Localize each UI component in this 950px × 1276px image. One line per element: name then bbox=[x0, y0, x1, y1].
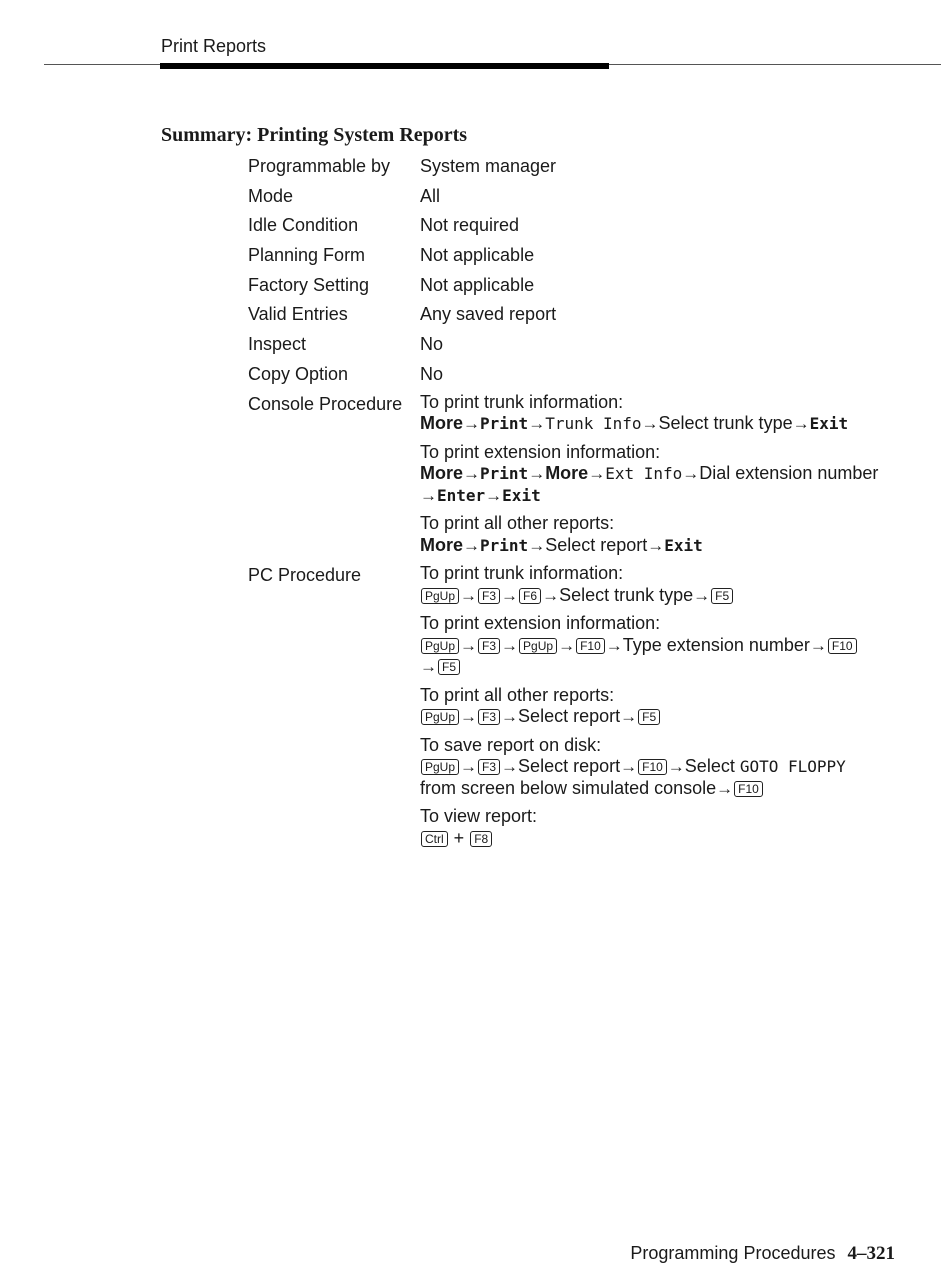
page-number: 4–321 bbox=[847, 1243, 895, 1264]
arrow-icon: → bbox=[460, 757, 478, 776]
arrow-icon: → bbox=[485, 485, 503, 505]
pc-ext-block bbox=[420, 613, 908, 678]
arrow-icon: → bbox=[528, 414, 546, 433]
running-head: Print Reports bbox=[161, 36, 267, 56]
row-mode bbox=[248, 184, 908, 214]
arrow-icon: → bbox=[542, 585, 560, 605]
step-more: More bbox=[420, 534, 464, 555]
step-print: Print bbox=[480, 464, 529, 483]
key-f10: F10 bbox=[576, 638, 605, 654]
procedure-intro: To print trunk information: bbox=[420, 391, 624, 412]
pc-save-block bbox=[420, 735, 908, 800]
step-dial: Dial extension number bbox=[699, 463, 879, 483]
console-other-block bbox=[420, 513, 908, 556]
key-f3: F3 bbox=[478, 638, 500, 654]
row-label: Copy Option bbox=[248, 363, 349, 384]
pc-other-block bbox=[420, 685, 908, 728]
key-f3: F3 bbox=[478, 759, 500, 775]
step-ext-info: Ext Info bbox=[605, 464, 683, 483]
procedure-steps-cont bbox=[420, 778, 908, 800]
arrow-icon: → bbox=[460, 585, 478, 605]
key-ctrl: Ctrl bbox=[421, 831, 448, 847]
row-label: Programmable by bbox=[248, 156, 391, 176]
step-select: Select report bbox=[545, 534, 648, 555]
row-value: No bbox=[420, 363, 444, 384]
procedure-steps bbox=[420, 706, 908, 728]
key-f5: F5 bbox=[438, 659, 460, 675]
page-footer bbox=[630, 1243, 895, 1265]
console-trunk-block bbox=[420, 392, 908, 435]
arrow-icon: → bbox=[647, 535, 665, 555]
arrow-icon: → bbox=[620, 707, 638, 726]
row-idle-condition bbox=[248, 213, 908, 243]
step-enter: Enter bbox=[437, 485, 486, 505]
pc-view-block bbox=[420, 806, 908, 849]
step-more: More bbox=[545, 463, 589, 483]
arrow-icon: → bbox=[641, 414, 659, 433]
step-type: Type extension number bbox=[622, 634, 810, 655]
row-label: Inspect bbox=[248, 334, 307, 355]
key-pgup: PgUp bbox=[519, 638, 557, 654]
step-print: Print bbox=[480, 414, 529, 433]
row-value: Not required bbox=[420, 215, 520, 236]
procedure-intro: To save report on disk: bbox=[420, 734, 602, 755]
procedure-intro: To view report: bbox=[420, 806, 538, 826]
step-exit: Exit bbox=[809, 414, 849, 433]
arrow-icon: → bbox=[420, 657, 437, 676]
step-select: Select trunk type bbox=[658, 413, 793, 433]
arrow-icon: → bbox=[588, 464, 606, 483]
step-select: Select trunk type bbox=[559, 584, 694, 605]
step-more: More bbox=[420, 413, 464, 433]
row-label: Idle Condition bbox=[248, 215, 359, 236]
row-planning-form bbox=[248, 243, 908, 273]
procedure-steps bbox=[420, 828, 908, 850]
pc-trunk-block bbox=[420, 563, 908, 606]
row-value: All bbox=[420, 185, 441, 206]
row-value bbox=[420, 563, 908, 856]
procedure-intro: To print all other reports: bbox=[420, 684, 615, 705]
arrow-icon: → bbox=[667, 757, 685, 776]
row-label: Planning Form bbox=[248, 245, 366, 266]
arrow-icon: → bbox=[463, 464, 481, 483]
row-label: Factory Setting bbox=[248, 274, 370, 295]
arrow-icon: → bbox=[605, 635, 623, 655]
arrow-icon: → bbox=[501, 635, 519, 655]
console-ext-block bbox=[420, 442, 908, 507]
row-value: Not applicable bbox=[420, 245, 535, 266]
row-value: Not applicable bbox=[420, 274, 535, 295]
arrow-icon: → bbox=[420, 485, 437, 505]
row-value: Any saved report bbox=[420, 304, 557, 325]
key-f6: F6 bbox=[519, 588, 541, 604]
key-f5: F5 bbox=[711, 588, 733, 604]
summary-title: Summary: Printing System Reports bbox=[161, 124, 468, 146]
key-f10: F10 bbox=[828, 638, 857, 654]
procedure-steps-cont bbox=[420, 656, 908, 678]
procedure-steps bbox=[420, 635, 908, 657]
row-label: Console Procedure bbox=[248, 393, 403, 414]
key-f10: F10 bbox=[638, 759, 667, 775]
arrow-icon: → bbox=[528, 535, 546, 555]
procedure-intro: To print extension information: bbox=[420, 613, 661, 633]
procedure-steps bbox=[420, 463, 908, 485]
row-inspect bbox=[248, 332, 908, 362]
row-valid-entries bbox=[248, 302, 908, 332]
row-factory-setting bbox=[248, 273, 908, 303]
footer-section: Programming Procedures bbox=[630, 1243, 836, 1263]
arrow-icon: → bbox=[716, 778, 734, 798]
arrow-icon: → bbox=[528, 464, 546, 483]
key-pgup: PgUp bbox=[421, 588, 459, 604]
key-pgup: PgUp bbox=[421, 759, 459, 775]
arrow-icon: → bbox=[558, 635, 576, 655]
step-select: Select report bbox=[518, 706, 621, 726]
procedure-intro: To print all other reports: bbox=[420, 513, 615, 533]
procedure-steps bbox=[420, 585, 908, 607]
key-pgup: PgUp bbox=[421, 709, 459, 725]
arrow-icon: → bbox=[501, 585, 519, 605]
step-select-goto: Select bbox=[684, 756, 740, 776]
plus-sign: + bbox=[448, 827, 470, 848]
procedure-intro: To print trunk information: bbox=[420, 563, 624, 583]
key-f5: F5 bbox=[638, 709, 660, 725]
arrow-icon: → bbox=[501, 707, 519, 726]
row-label: PC Procedure bbox=[248, 565, 362, 585]
step-goto-floppy: GOTO FLOPPY bbox=[739, 757, 846, 776]
step-trunk-info: Trunk Info bbox=[545, 414, 642, 433]
header-thick-rule bbox=[160, 63, 609, 69]
step-exit: Exit bbox=[664, 535, 703, 555]
arrow-icon: → bbox=[809, 635, 827, 655]
arrow-icon: → bbox=[693, 585, 711, 605]
step-from-screen: from screen below simulated console bbox=[420, 777, 717, 798]
procedure-steps-cont bbox=[420, 485, 908, 507]
row-value: No bbox=[420, 334, 444, 355]
procedure-intro: To print extension information: bbox=[420, 441, 661, 462]
step-print: Print bbox=[480, 535, 529, 555]
arrow-icon: → bbox=[620, 757, 638, 776]
row-label: Mode bbox=[248, 185, 294, 206]
arrow-icon: → bbox=[501, 757, 519, 776]
arrow-icon: → bbox=[463, 535, 481, 555]
arrow-icon: → bbox=[682, 464, 700, 483]
step-exit: Exit bbox=[502, 485, 541, 505]
procedure-steps bbox=[420, 535, 908, 557]
row-pc-procedure bbox=[248, 563, 908, 856]
key-f3: F3 bbox=[478, 709, 500, 725]
key-f3: F3 bbox=[478, 588, 500, 604]
arrow-icon: → bbox=[460, 635, 478, 655]
key-f8: F8 bbox=[470, 831, 492, 847]
row-programmable-by bbox=[248, 154, 908, 184]
arrow-icon: → bbox=[460, 707, 478, 726]
row-console-procedure bbox=[248, 392, 908, 564]
arrow-icon: → bbox=[792, 414, 810, 433]
row-value: System manager bbox=[420, 156, 557, 176]
arrow-icon: → bbox=[463, 414, 481, 433]
key-f10: F10 bbox=[734, 781, 763, 797]
step-more: More bbox=[420, 463, 464, 483]
step-select: Select report bbox=[518, 756, 621, 776]
row-copy-option bbox=[248, 362, 908, 392]
row-value bbox=[420, 392, 908, 564]
key-pgup: PgUp bbox=[421, 638, 459, 654]
summary-table bbox=[248, 154, 908, 856]
procedure-steps bbox=[420, 756, 908, 778]
row-label: Valid Entries bbox=[248, 304, 348, 325]
procedure-steps bbox=[420, 413, 908, 435]
